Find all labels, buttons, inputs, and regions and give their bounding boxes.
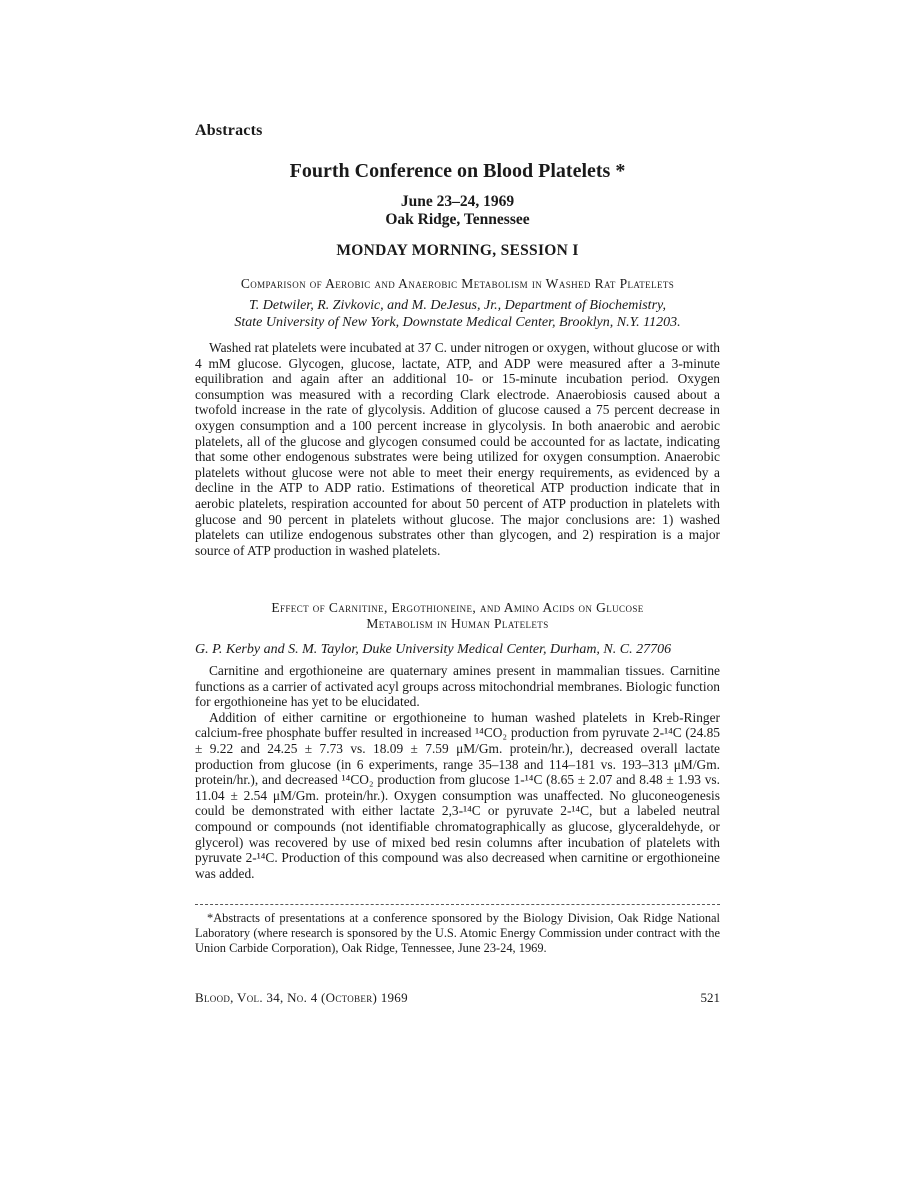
abstract2-paragraph-2: Addition of either carnitine or ergothioneine to human washed platelets in Kreb-Ringer calcium-free phosphate buffer resulted in increased ¹⁴CO₂ production from pyruvate 2-¹⁴C (24.85 ± 9.22 and 24.25 ± 7.73 vs. 18.09 ± 7.59 μM/Gm. protein/hr.), decreased overall lactate production from glucose (in 6 experiments, range 35–138 and 114–181 vs. 193–313 μM/Gm. protein/hr.), and decreased ¹⁴CO₂ production from glucose 1-¹⁴C (8.65 ± 2.07 and 8.48 ± 1.93 vs. 11.04 ± 2.54 μM/Gm. protein/hr.). Oxygen consumption was unaffected. No gluconeogenesis could be demonstrated with either lactate 2,3-¹⁴C or pyruvate 2-¹⁴C, but a labeled neutral compound or compounds (not identifiable chromatographically as glucose, glyceraldehyde, or glycerol) was recovered by use of mixed bed resin columns after incubation of platelets with pyruvate 2-¹⁴C. Production of this compound was also decreased when carnitine or ergothioneine was added. (195, 709, 720, 881)
journal-citation: Blood, Vol. 34, No. 4 (October) 1969 (195, 990, 408, 1005)
abstract2-title (195, 600, 720, 632)
abstract2-title-line1: Effect of Carnitine, Ergothioneine, and Amino Acids on Glucose (271, 600, 644, 615)
conference-date: June 23–24, 1969 (400, 193, 515, 210)
abstract1-title: Comparison of Aerobic and Anaerobic Metabolism in Washed Rat Platelets (240, 276, 675, 291)
abstract1-paragraph: Washed rat platelets were incubated at 37 C. under nitrogen or oxygen, without glucose or with 4 mM glucose. Glycogen, glucose, lactate, ATP, and ADP were measured after a 3-minute equilibration and again after an additional 10- or 15-minute incubation period. Oxygen consumption was measured with a recording Clark electrode. Anaerobiosis caused about a twofold increase in the rate of glycolysis. Addition of glucose caused a 75 percent decrease in oxygen consumption and a 100 percent increase in glycolysis. In both anaerobic and aerobic platelets, all of the glucose and glycogen consumed could be accounted for as lactate, indicating that some other endogenous substrates were being utilized for oxygen consumption. Anaerobic platelets without glucose were not able to meet their energy requirements, as evidenced by a decline in the ATP to ADP ratio. Estimations of theoretical ATP production indicate that in aerobic platelets, respiration accounted for about 50 percent of ATP production in platelets with glucose and 90 percent in platelets without glucose. The major conclusions are: 1) washed platelets can utilize endogenous substrates other than glycogen, and 2) respiration is a major source of ATP production in washed platelets. (195, 340, 720, 558)
abstract1-authors (195, 297, 720, 331)
page-number: 521 (700, 990, 720, 1005)
abstract2-title-line2: Metabolism in Human Platelets (366, 616, 549, 631)
abstract1-body (195, 340, 720, 558)
conference-title: Fourth Conference on Blood Platelets * (289, 160, 626, 182)
section-label: Abstracts (195, 122, 263, 139)
abstract1-authors-line1: T. Detwiler, R. Zivkovic, and M. DeJesus, Jr., Department of Biochemistry, (249, 298, 666, 313)
footnote-divider (195, 904, 720, 905)
abstract2-authors: G. P. Kerby and S. M. Taylor, Duke University Medical Center, Durham, N. C. 27706 (195, 642, 672, 657)
session-heading: MONDAY MORNING, SESSION I (336, 242, 579, 259)
abstract1-authors-line2: State University of New York, Downstate Medical Center, Brooklyn, N.Y. 11203. (234, 315, 681, 330)
footnote (195, 911, 720, 956)
conference-place: Oak Ridge, Tennessee (385, 211, 530, 228)
abstract2-body (195, 663, 720, 881)
footnote-text: *Abstracts of presentations at a conference sponsored by the Biology Division, Oak Ridge National Laboratory (where research is sponsored by the U.S. Atomic Energy Commission under contract with the Union Carbide Corporation), Oak Ridge, Tennessee, June 23-24, 1969. (195, 911, 720, 955)
abstract2-paragraph-1: Carnitine and ergothioneine are quaternary amines present in mammalian tissues. Carnitine functions as a carrier of activated acyl groups across mitochondrial membranes. Biologic function for ergothioneine has yet to be elucidated. (195, 663, 720, 710)
